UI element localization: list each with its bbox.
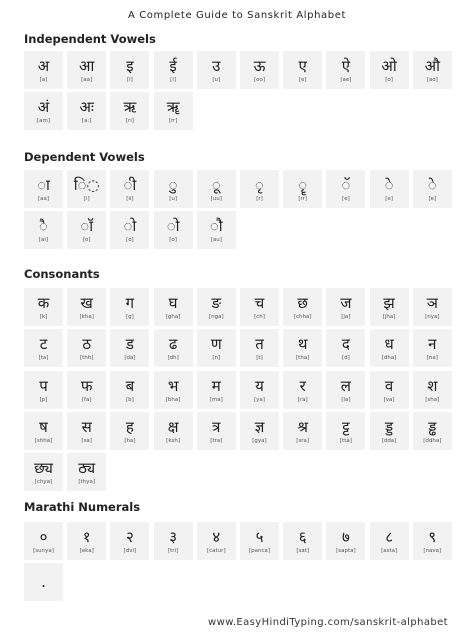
letter-glyph: य: [255, 376, 264, 395]
letter-transliteration: [ri]: [125, 118, 134, 125]
letter-transliteration: [nava]: [423, 548, 442, 554]
letter-card: [197, 170, 236, 208]
letter-card: [110, 211, 149, 249]
letter-glyph: ◌ॉ: [80, 217, 94, 236]
letter-card: [240, 412, 279, 450]
letter-transliteration: [t]: [256, 355, 263, 362]
letter-glyph: उ: [212, 57, 221, 75]
letter-transliteration: [aa]: [37, 196, 50, 202]
letter-card: [370, 51, 409, 89]
letter-transliteration: [jha]: [382, 314, 396, 320]
letter-card: [370, 522, 409, 560]
letter-transliteration: [e]: [385, 196, 393, 202]
letter-glyph: ◌ॅ: [341, 176, 351, 194]
letter-glyph: अ: [37, 57, 50, 75]
letter-transliteration: [da]: [124, 355, 136, 362]
letter-transliteration: [chya]: [34, 479, 53, 486]
letter-transliteration: [b]: [125, 396, 134, 403]
letter-transliteration: [bha]: [165, 396, 181, 403]
letter-transliteration: [d]: [341, 355, 350, 362]
letter-transliteration: [i]: [83, 196, 90, 202]
letter-glyph: थ: [297, 335, 308, 354]
letter-glyph: ०: [39, 528, 48, 546]
letter-transliteration: [sapta]: [336, 548, 356, 554]
letter-transliteration: [va]: [383, 396, 395, 403]
page-title: A Complete Guide to Sanskrit Alphabet: [127, 10, 346, 21]
letter-glyph: ◌ू: [211, 176, 221, 194]
letter-transliteration: [ja]: [341, 314, 351, 320]
letter-card: [240, 170, 279, 208]
letter-glyph: ◌ो: [123, 217, 137, 236]
letter-glyph: औ: [424, 57, 440, 75]
letter-glyph: ◌ा: [37, 176, 50, 194]
letter-glyph: ९: [428, 528, 437, 546]
letter-card: [67, 412, 106, 450]
letter-transliteration: [ha]: [124, 437, 136, 444]
letter-transliteration: [eka]: [79, 548, 94, 554]
letter-glyph: अः: [79, 98, 94, 117]
letter-transliteration: [ta]: [38, 355, 49, 362]
letter-glyph: ◌ै: [39, 217, 48, 236]
letter-card: [197, 329, 236, 367]
letter-glyph: ए: [298, 57, 307, 75]
letter-transliteration: [o]: [82, 237, 91, 244]
letter-glyph: न: [428, 335, 437, 354]
letter-transliteration: [p]: [39, 396, 48, 403]
letter-glyph: ३: [169, 528, 177, 546]
letter-card: [24, 51, 63, 89]
letter-card: [240, 51, 279, 89]
letter-transliteration: [o]: [169, 237, 177, 244]
letter-card: [110, 170, 149, 208]
letter-card: [154, 522, 193, 560]
letter-glyph: छ: [297, 294, 308, 312]
letter-glyph: ◌ो: [166, 217, 180, 236]
letter-card: [326, 329, 365, 367]
letter-transliteration: [a:]: [81, 118, 92, 125]
letter-glyph: ङ: [211, 294, 222, 312]
letter-glyph: ढ: [168, 335, 178, 354]
letter-card: [370, 329, 409, 367]
letter-glyph: ह: [125, 417, 134, 436]
letter-transliteration: [sra]: [296, 437, 310, 444]
letter-glyph: स: [81, 417, 92, 436]
letter-card: [67, 453, 106, 491]
letter-card: [413, 170, 452, 208]
letter-card: [326, 288, 365, 326]
letter-glyph: ४: [212, 528, 221, 546]
letter-glyph: आ: [79, 57, 95, 75]
letter-glyph: ई: [169, 57, 177, 75]
letter-card: [67, 170, 106, 208]
letter-transliteration: [ao]: [426, 77, 438, 83]
letter-card: [413, 329, 452, 367]
letter-transliteration: [i]: [126, 77, 133, 83]
letter-glyph: अं: [37, 98, 50, 117]
letter-glyph: ओ: [381, 57, 397, 75]
letter-glyph: ५: [255, 528, 264, 546]
letter-glyph: ठ: [82, 335, 92, 354]
letter-transliteration: [la]: [341, 396, 351, 403]
letter-card: [154, 412, 193, 450]
letter-transliteration: [a]: [39, 77, 48, 83]
letter-transliteration: [u]: [169, 196, 177, 202]
letter-glyph: ज: [340, 294, 352, 312]
letter-glyph: ज्ञ: [254, 417, 265, 436]
letter-glyph: ॠ: [166, 98, 180, 117]
letter-card: [110, 371, 149, 409]
letter-transliteration: [tri]: [167, 548, 179, 554]
letter-glyph: ऋ: [123, 98, 137, 117]
letter-transliteration: [am]: [36, 118, 51, 125]
letter-glyph: प: [39, 376, 48, 395]
letter-glyph: ग: [125, 294, 135, 312]
letter-card: [24, 563, 63, 601]
letter-card: [197, 51, 236, 89]
letter-transliteration: [panca]: [248, 548, 271, 554]
letter-glyph: द: [341, 335, 350, 354]
letter-glyph: १: [82, 528, 91, 546]
letter-transliteration: [rr]: [298, 196, 308, 202]
letter-transliteration: [tra]: [210, 437, 223, 444]
letter-glyph: ण: [210, 335, 222, 354]
section-heading-independent-vowels: Independent Vowels: [24, 32, 156, 46]
letter-transliteration: [gha]: [165, 314, 181, 320]
letter-card: [240, 329, 279, 367]
letter-glyph: त: [255, 335, 264, 354]
letter-glyph: श: [427, 376, 438, 395]
section-heading-consonants: Consonants: [24, 267, 100, 281]
letter-card: [370, 288, 409, 326]
letter-transliteration: [e]: [428, 196, 437, 202]
letter-card: [154, 288, 193, 326]
letter-card: [110, 92, 149, 130]
letter-transliteration: [dvi]: [123, 548, 137, 554]
letter-transliteration: [o]: [126, 237, 134, 244]
letter-glyph: ड: [125, 335, 134, 354]
letter-transliteration: [dh]: [167, 355, 179, 362]
letter-glyph: झ: [383, 294, 395, 312]
letter-card: [283, 51, 322, 89]
letter-card: [154, 329, 193, 367]
letter-card: [326, 51, 365, 89]
letter-glyph: ट्ट: [342, 417, 350, 436]
letter-transliteration: [ksh]: [166, 437, 180, 444]
letter-glyph: ड्ड: [385, 417, 394, 436]
letter-glyph: ८: [385, 528, 393, 546]
letter-card: [24, 288, 63, 326]
footer-url: www.EasyHindiTyping.com/sanskrit-alphabet: [208, 617, 448, 628]
letter-transliteration: [shha]: [34, 437, 53, 444]
letter-card: [197, 288, 236, 326]
letter-glyph: ञ: [426, 294, 438, 312]
letter-glyph: च: [254, 294, 265, 312]
letter-card: [110, 329, 149, 367]
letter-card: [197, 371, 236, 409]
letter-glyph: ष: [39, 417, 48, 436]
letter-glyph: घ: [168, 294, 178, 312]
letter-glyph: ६: [298, 528, 307, 546]
letter-card: [326, 412, 365, 450]
letter-transliteration: [sunya]: [33, 548, 54, 554]
letter-card: [24, 92, 63, 130]
letter-card: [413, 371, 452, 409]
letter-card: [197, 522, 236, 560]
letter-glyph: छ्य: [34, 459, 53, 478]
letter-transliteration: [u]: [212, 77, 221, 83]
letter-card: [283, 288, 322, 326]
letter-glyph: ब: [125, 376, 135, 395]
letter-transliteration: [thya]: [78, 479, 95, 486]
letter-glyph: त्र: [212, 417, 221, 436]
letter-transliteration: [nga]: [208, 314, 224, 320]
letter-card: [283, 170, 322, 208]
letter-glyph: ड्ढ: [428, 417, 437, 436]
letter-glyph: ऐ: [341, 57, 351, 75]
letter-card: [283, 522, 322, 560]
letter-card: [24, 412, 63, 450]
letter-transliteration: [o]: [385, 77, 393, 83]
letter-transliteration: [dha]: [381, 355, 397, 362]
letter-transliteration: [ai]: [38, 237, 49, 244]
letter-card: [197, 211, 236, 249]
letter-transliteration: [au]: [210, 237, 222, 244]
letter-card: [24, 170, 63, 208]
letter-glyph: भ: [167, 376, 179, 395]
letter-glyph: ल: [340, 376, 351, 395]
letter-card: [154, 51, 193, 89]
letter-transliteration: [ra]: [297, 396, 308, 403]
letter-card: [326, 522, 365, 560]
letter-transliteration: [gya]: [252, 437, 267, 444]
letter-card: [240, 522, 279, 560]
letter-transliteration: [ma]: [209, 396, 223, 403]
letter-transliteration: [k]: [39, 314, 48, 320]
letter-transliteration: [g]: [125, 314, 134, 320]
letter-transliteration: [ya]: [254, 396, 265, 403]
letter-transliteration: [sha]: [425, 396, 440, 403]
letter-card: [197, 412, 236, 450]
letter-transliteration: [e]: [342, 196, 350, 202]
letter-transliteration: [i]: [170, 77, 176, 83]
letter-transliteration: [ii]: [126, 196, 134, 202]
letter-glyph: ७: [341, 528, 350, 546]
letter-transliteration: [e]: [298, 77, 307, 83]
letter-card: [67, 329, 106, 367]
letter-card: [413, 288, 452, 326]
letter-transliteration: [oo]: [253, 77, 266, 83]
letter-card: [67, 522, 106, 560]
letter-card: [413, 51, 452, 89]
letter-glyph: २: [125, 528, 134, 546]
section-heading-marathi-numerals: Marathi Numerals: [24, 500, 141, 514]
letter-glyph: श्र: [297, 417, 308, 436]
letter-card: [24, 522, 63, 560]
letter-glyph: .: [41, 573, 46, 592]
letter-card: [326, 170, 365, 208]
letter-card: [370, 170, 409, 208]
letter-transliteration: [catur]: [207, 548, 226, 554]
letter-glyph: ध: [384, 335, 394, 354]
letter-transliteration: [sa]: [81, 437, 92, 444]
letter-glyph: ◌ॄ: [298, 176, 308, 194]
letter-card: [67, 51, 106, 89]
letter-transliteration: [tha]: [296, 355, 310, 362]
letter-card: [24, 371, 63, 409]
letter-glyph: ि◌: [73, 176, 100, 194]
letter-transliteration: [ddha]: [423, 437, 442, 444]
letter-transliteration: [sat]: [296, 548, 310, 554]
letter-transliteration: [dda]: [381, 437, 397, 444]
letter-card: [67, 288, 106, 326]
letter-glyph: ◌ौ: [209, 217, 223, 236]
letter-card: [154, 371, 193, 409]
letter-card: [110, 522, 149, 560]
letter-transliteration: [thh]: [79, 355, 94, 362]
letter-card: [154, 92, 193, 130]
letter-transliteration: [ae]: [340, 77, 352, 83]
letter-glyph: ठ्य: [78, 459, 96, 478]
letter-transliteration: [asta]: [381, 548, 398, 554]
letter-transliteration: [fa]: [81, 396, 92, 403]
letter-glyph: व: [384, 376, 394, 395]
letter-glyph: ◌ी: [123, 176, 137, 194]
letter-card: [110, 288, 149, 326]
letter-glyph: फ: [80, 376, 93, 395]
letter-glyph: क: [37, 294, 50, 312]
letter-glyph: ख: [80, 294, 93, 312]
letter-card: [154, 211, 193, 249]
letter-card: [240, 371, 279, 409]
letter-glyph: इ: [126, 57, 134, 75]
letter-glyph: ◌ु: [168, 176, 178, 194]
letter-glyph: ट: [39, 335, 48, 354]
letter-transliteration: [na]: [426, 355, 438, 362]
letter-card: [413, 412, 452, 450]
letter-transliteration: [aa]: [81, 77, 93, 83]
letter-transliteration: [r]: [256, 196, 263, 202]
letter-glyph: ◌े: [384, 176, 394, 194]
letter-card: [283, 412, 322, 450]
letter-transliteration: [nya]: [425, 314, 440, 320]
letter-card: [326, 371, 365, 409]
letter-transliteration: [ch]: [254, 314, 265, 320]
letter-card: [283, 329, 322, 367]
letter-card: [240, 288, 279, 326]
letter-transliteration: [chha]: [293, 314, 312, 320]
letter-glyph: र: [299, 376, 306, 395]
letter-card: [67, 371, 106, 409]
section-heading-dependent-vowels: Dependent Vowels: [24, 150, 145, 164]
letter-glyph: क्ष: [167, 417, 179, 436]
letter-card: [67, 211, 106, 249]
letter-glyph: ऊ: [253, 57, 266, 75]
letter-transliteration: [n]: [212, 355, 221, 362]
letter-transliteration: [tta]: [339, 437, 352, 444]
letter-glyph: ◌े: [427, 176, 437, 194]
letter-card: [110, 51, 149, 89]
letter-glyph: म: [211, 376, 221, 395]
letter-card: [67, 92, 106, 130]
letter-card: [154, 170, 193, 208]
letter-card: [370, 371, 409, 409]
letter-glyph: ◌ृ: [255, 176, 264, 194]
letter-transliteration: [rr]: [168, 118, 178, 125]
letter-card: [24, 211, 63, 249]
letter-card: [370, 412, 409, 450]
letter-card: [24, 329, 63, 367]
letter-card: [110, 412, 149, 450]
letter-card: [24, 453, 63, 491]
letter-card: [413, 522, 452, 560]
letter-transliteration: [uu]: [210, 196, 222, 202]
letter-transliteration: [kha]: [79, 314, 94, 320]
letter-card: [283, 371, 322, 409]
